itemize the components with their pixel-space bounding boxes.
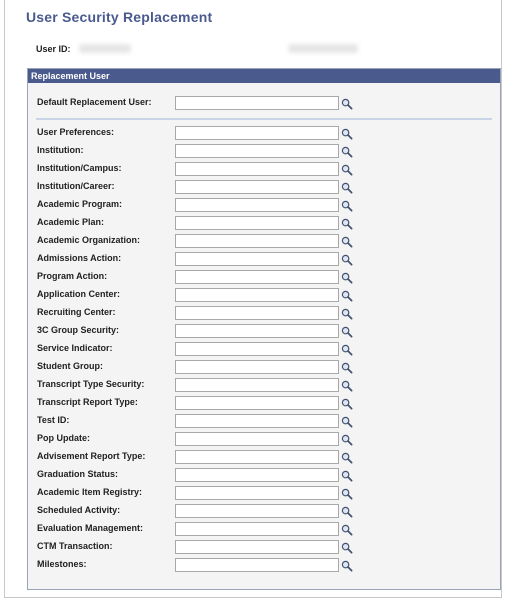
lookup-icon[interactable] [341,361,353,373]
field-input[interactable] [175,126,339,140]
field-input[interactable] [175,468,339,482]
lookup-icon[interactable] [341,541,353,553]
lookup-icon[interactable] [341,325,353,337]
group-header: Replacement User [28,69,500,83]
field-row [28,324,500,338]
field-row [28,504,500,518]
lookup-icon[interactable] [341,127,353,139]
field-input[interactable] [175,306,339,320]
lookup-icon[interactable] [341,451,353,463]
replacement-user-group [27,68,501,590]
lookup-icon[interactable] [341,343,353,355]
field-row-default-replacement-user [28,96,500,110]
field-row [28,162,500,176]
field-label: Transcript Report Type: [37,397,138,407]
field-label: Service Indicator: [37,343,113,353]
field-label: Evaluation Management: [37,523,144,533]
lookup-icon[interactable] [341,289,353,301]
lookup-icon[interactable] [341,199,353,211]
lookup-icon[interactable] [341,523,353,535]
field-label: Student Group: [37,361,103,371]
field-label: Default Replacement User: [37,97,152,107]
field-input[interactable] [175,522,339,536]
field-row [28,126,500,140]
field-input[interactable] [175,234,339,248]
field-label: Transcript Type Security: [37,379,145,389]
lookup-icon[interactable] [341,145,353,157]
lookup-icon[interactable] [341,469,353,481]
field-input[interactable] [175,414,339,428]
field-row [28,450,500,464]
lookup-icon[interactable] [341,163,353,175]
field-row [28,486,500,500]
field-label: Scheduled Activity: [37,505,121,515]
lookup-icon[interactable] [341,433,353,445]
field-label: CTM Transaction: [37,541,113,551]
field-row [28,360,500,374]
field-row [28,270,500,284]
field-input[interactable] [175,324,339,338]
lookup-icon[interactable] [341,271,353,283]
field-label: Advisement Report Type: [37,451,146,461]
field-input[interactable] [175,360,339,374]
field-input[interactable] [175,288,339,302]
field-input[interactable] [175,216,339,230]
field-label: Institution/Campus: [37,163,122,173]
field-input[interactable] [175,396,339,410]
field-row [28,522,500,536]
field-row [28,288,500,302]
field-input[interactable] [175,540,339,554]
page-frame [4,0,502,598]
field-label: Test ID: [37,415,70,425]
field-input[interactable] [175,180,339,194]
field-input[interactable] [175,198,339,212]
divider [36,118,492,120]
field-row [28,396,500,410]
field-label: Recruiting Center: [37,307,116,317]
lookup-icon[interactable] [341,253,353,265]
field-row [28,468,500,482]
lookup-icon[interactable] [341,415,353,427]
field-row [28,378,500,392]
lookup-icon[interactable] [341,217,353,229]
field-input[interactable] [175,270,339,284]
field-input[interactable] [175,162,339,176]
user-id-label: User ID: [36,44,71,54]
field-row [28,414,500,428]
field-row [28,558,500,572]
lookup-icon[interactable] [341,97,353,109]
field-input[interactable] [175,558,339,572]
field-label: Institution: [37,145,84,155]
field-row [28,252,500,266]
field-row [28,144,500,158]
field-input[interactable] [175,342,339,356]
field-input[interactable] [175,378,339,392]
lookup-icon[interactable] [341,487,353,499]
lookup-icon[interactable] [341,235,353,247]
field-label: Academic Program: [37,199,123,209]
field-row [28,180,500,194]
field-label: Milestones: [37,559,87,569]
field-label: Application Center: [37,289,121,299]
field-input[interactable] [175,504,339,518]
field-row [28,306,500,320]
field-row [28,432,500,446]
field-label: Academic Plan: [37,217,105,227]
field-input[interactable] [175,144,339,158]
user-name-value-redacted [288,44,358,53]
field-row [28,234,500,248]
lookup-icon[interactable] [341,307,353,319]
lookup-icon[interactable] [341,379,353,391]
field-label: Admissions Action: [37,253,122,263]
field-input[interactable] [175,486,339,500]
field-label: Academic Organization: [37,235,141,245]
field-input[interactable] [175,432,339,446]
page-title: User Security Replacement [26,9,213,25]
field-input[interactable] [175,450,339,464]
field-label: 3C Group Security: [37,325,120,335]
field-input[interactable] [175,252,339,266]
field-row [28,342,500,356]
field-row [28,216,500,230]
lookup-icon[interactable] [341,181,353,193]
lookup-icon[interactable] [341,505,353,517]
field-row [28,540,500,554]
user-id-value-redacted [79,44,131,53]
field-row [28,198,500,212]
field-label: Pop Update: [37,433,90,443]
default-replacement-user-input[interactable] [175,96,339,110]
lookup-icon[interactable] [341,559,353,571]
field-label: Institution/Career: [37,181,115,191]
field-label: Academic Item Registry: [37,487,143,497]
field-label: Program Action: [37,271,108,281]
field-label: User Preferences: [37,127,115,137]
field-label: Graduation Status: [37,469,119,479]
lookup-icon[interactable] [341,397,353,409]
